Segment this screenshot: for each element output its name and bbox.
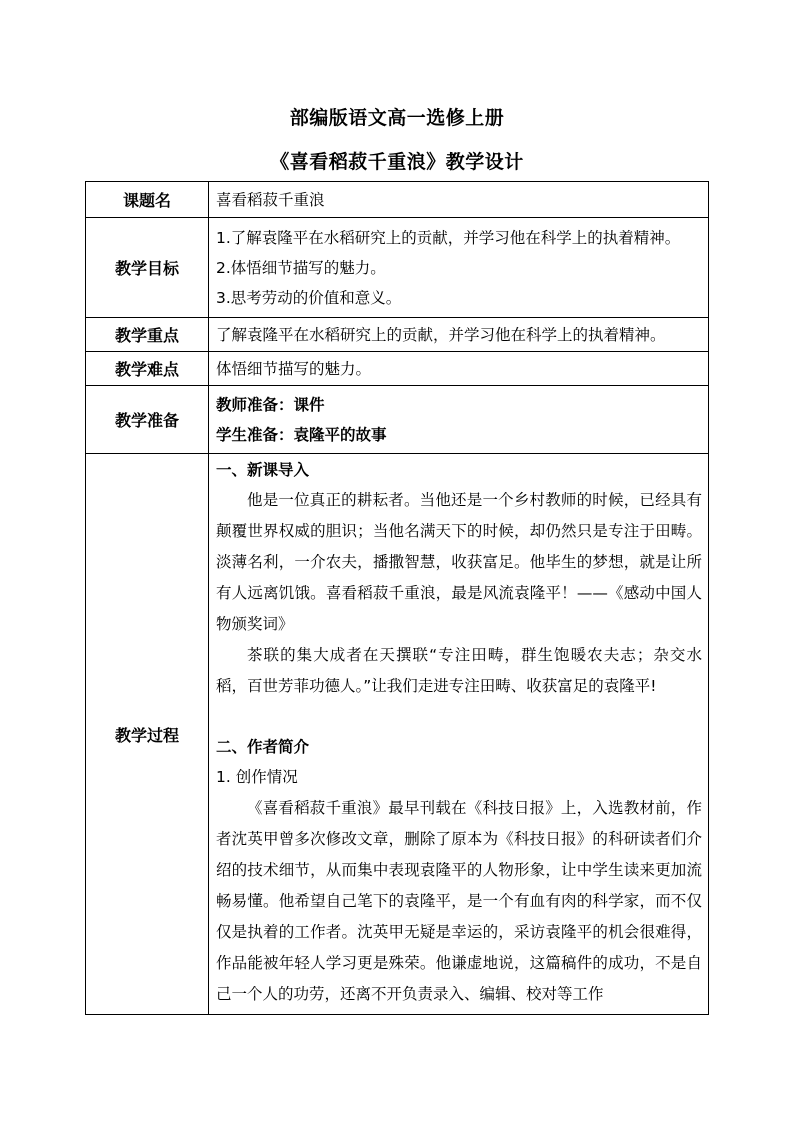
difficulty-text: 体悟细节描写的魅力。: [216, 359, 372, 378]
process-value: [209, 454, 709, 1015]
key-point-label: 教学重点: [86, 318, 209, 352]
difficulty-label: 教学难点: [86, 352, 209, 386]
teacher-preparation: 教师准备：课件: [216, 395, 325, 414]
subsection-heading: 1. 创作情况: [216, 768, 298, 786]
table-row-difficulty: [86, 352, 709, 386]
preparation-value: [209, 386, 709, 454]
table-row-process: [86, 454, 709, 1015]
blank-line: [216, 702, 702, 732]
preparation-label: 教学准备: [86, 386, 209, 454]
paragraph: 他是一位真正的耕耘者。当他还是一个乡村教师的时候，已经具有颠覆世界权威的胆识；当他名满天下的时候，却仍然只是专注于田畴。淡薄名利，一介农夫，播撒智慧，收获富足。他毕生的梦想，就是让所有人远离饥饿。喜看稻菽千重浪，最是风流袁隆平！——《感动中国人物颁奖词》: [216, 491, 702, 633]
section-heading: 一、新课导入: [216, 461, 310, 479]
section-heading: 二、作者简介: [216, 738, 310, 756]
topic-text: 喜看稻菽千重浪: [216, 190, 325, 209]
goals-label: 教学目标: [86, 218, 209, 318]
paragraph: 《喜看稻菽千重浪》最早刊载在《科技日报》上，入选教材前，作者沈英甲曾多次修改文章，删除了原本为《科技日报》的科研读者们介绍的技术细节，从而集中表现袁隆平的人物形象，让中学生读来更加流畅易懂。他希望自己笔下的袁隆平，是一个有血有肉的科学家，而不仅仅是执着的工作者。沈英甲无疑是幸运的，采访袁隆平的机会很难得，作品能被年轻人学习更是殊荣。他谦虚地说，这篇稿件的成功，不是自己一个人的功劳，还离不开负责录入、编辑、校对等工作: [216, 799, 702, 1003]
goal-item: 2.体悟细节描写的魅力。: [216, 258, 386, 277]
key-point-value: [209, 318, 709, 352]
difficulty-value: [209, 352, 709, 386]
table-row-key-point: [86, 318, 709, 352]
document-title: 部编版语文高一选修上册: [289, 107, 505, 129]
goals-value: [209, 218, 709, 318]
key-point-text: 了解袁隆平在水稻研究上的贡献，并学习他在科学上的执着精神。: [216, 325, 666, 344]
table-row-topic: [86, 182, 709, 218]
paragraph: 茶联的集大成者在天撰联“专注田畴，群生饱暖农夫志；杂交水稻，百世芳菲功德人。”让我们走进专注田畴、收获富足的袁隆平!: [216, 646, 702, 695]
table-row-preparation: [86, 386, 709, 454]
document-subtitle: 《喜看稻菽千重浪》教学设计: [270, 151, 524, 173]
process-label: 教学过程: [86, 454, 209, 1015]
table-row-goals: [86, 218, 709, 318]
topic-value: [209, 182, 709, 218]
goal-item: 3.思考劳动的价值和意义。: [216, 288, 402, 307]
lesson-plan-table: [85, 181, 709, 1015]
student-preparation: 学生准备：袁隆平的故事: [216, 425, 387, 444]
topic-label: 课题名: [86, 182, 209, 218]
goal-item: 1.了解袁隆平在水稻研究上的贡献，并学习他在科学上的执着精神。: [216, 228, 681, 247]
